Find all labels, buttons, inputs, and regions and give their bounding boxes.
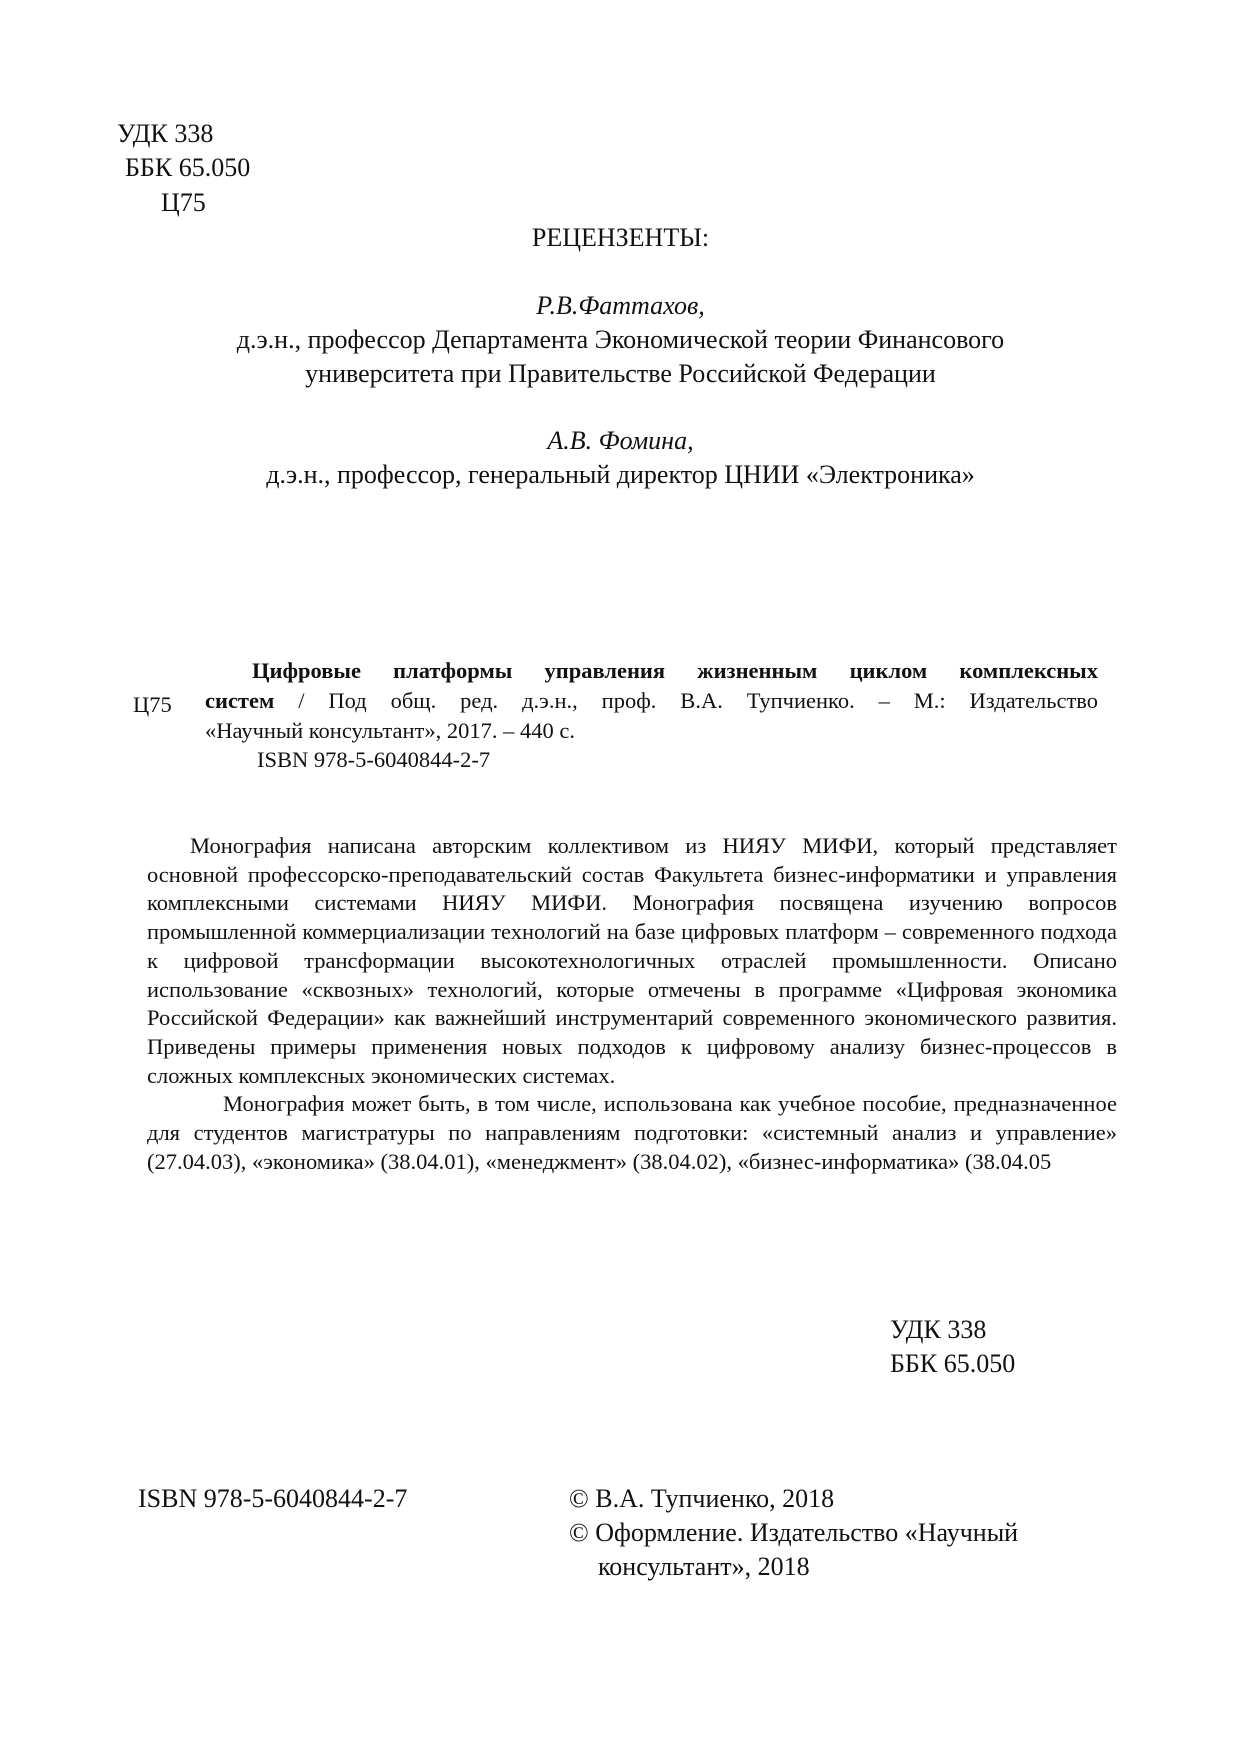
udk-code-top: УДК 338 [117,119,214,148]
bbk-code-top: ББК 65.050 [125,153,251,182]
copyright-design-line-1: © Оформление. Издательство «Научный [569,1518,1019,1547]
copyright-author: © В.А. Тупчиенко, 2018 [569,1484,835,1513]
bibliographic-entry [205,656,1098,746]
reviewer-1-name: Р.В.Фаттахов, [536,291,705,320]
abstract-paragraph-2: Монография может быть, в том числе, использована как учебное пособие, предназначенное для студентов магистратуры по направлениям подготовки: «системный анализ и управление» (27.04.03), «экономика» (38.04.01), «менеджмент» (38.04.02), «бизнес-информатика» (38.04.05 [147,1091,1117,1174]
bibliographic-publisher: / Под общ. ред. д.э.н., проф. В.А. Тупчиенко. – М.: Издательство [274,688,1098,713]
copyright-design-line-2: консультант», 2018 [598,1552,810,1581]
bibliographic-mark: Ц75 [133,692,172,717]
reviewers-heading: РЕЦЕНЗЕНТЫ: [531,223,710,252]
reviewer-1-affiliation-line-2: университета при Правительстве Российской Федерации [305,359,936,388]
reviewer-2-name: А.В. Фомина, [547,426,694,455]
bbk-code-bottom: ББК 65.050 [890,1349,1016,1378]
abstract-paragraph-1: Монография написана авторским коллективом из НИЯУ МИФИ, который представляет основной профессорско-преподавательский состав Факультета бизнес-информатики и управления комплексными системами НИЯУ МИФИ. Монография посвящена изучению вопросов промышленной коммерциализации технологий на базе цифровых платформ – современного подхода к цифровой трансформации высокотехнологичных отраслей промышленности. Описано использование «сквозных» технологий, которые отмечены в программе «Цифровая экономика Российской Федерации» как важнейший инструментарий современного экономического развития. Приведены примеры применения новых подходов к цифровому анализу бизнес-процессов в сложных комплексных экономических системах. [147,833,1117,1088]
bibliographic-line-3: «Научный консультант», 2017. – 440 с. [205,718,575,743]
reviewer-2-affiliation: д.э.н., профессор, генеральный директор ЦНИИ «Электроника» [266,460,975,489]
bibliographic-isbn: ISBN 978-5-6040844-2-7 [257,747,491,772]
colophon-isbn: ISBN 978-5-6040844-2-7 [138,1484,408,1513]
reviewer-1-affiliation-line-1: д.э.н., профессор Департамента Экономической теории Финансового [236,325,1005,354]
bibliographic-title-line-1: Цифровые платформы управления жизненным циклом комплексных [252,658,1098,683]
abstract [147,832,1117,1176]
udk-code-bottom: УДК 338 [890,1315,987,1344]
bibliographic-line-2 [205,686,1098,716]
bibliographic-title-bold-end: систем [205,688,275,713]
author-mark-top: Ц75 [161,188,206,217]
